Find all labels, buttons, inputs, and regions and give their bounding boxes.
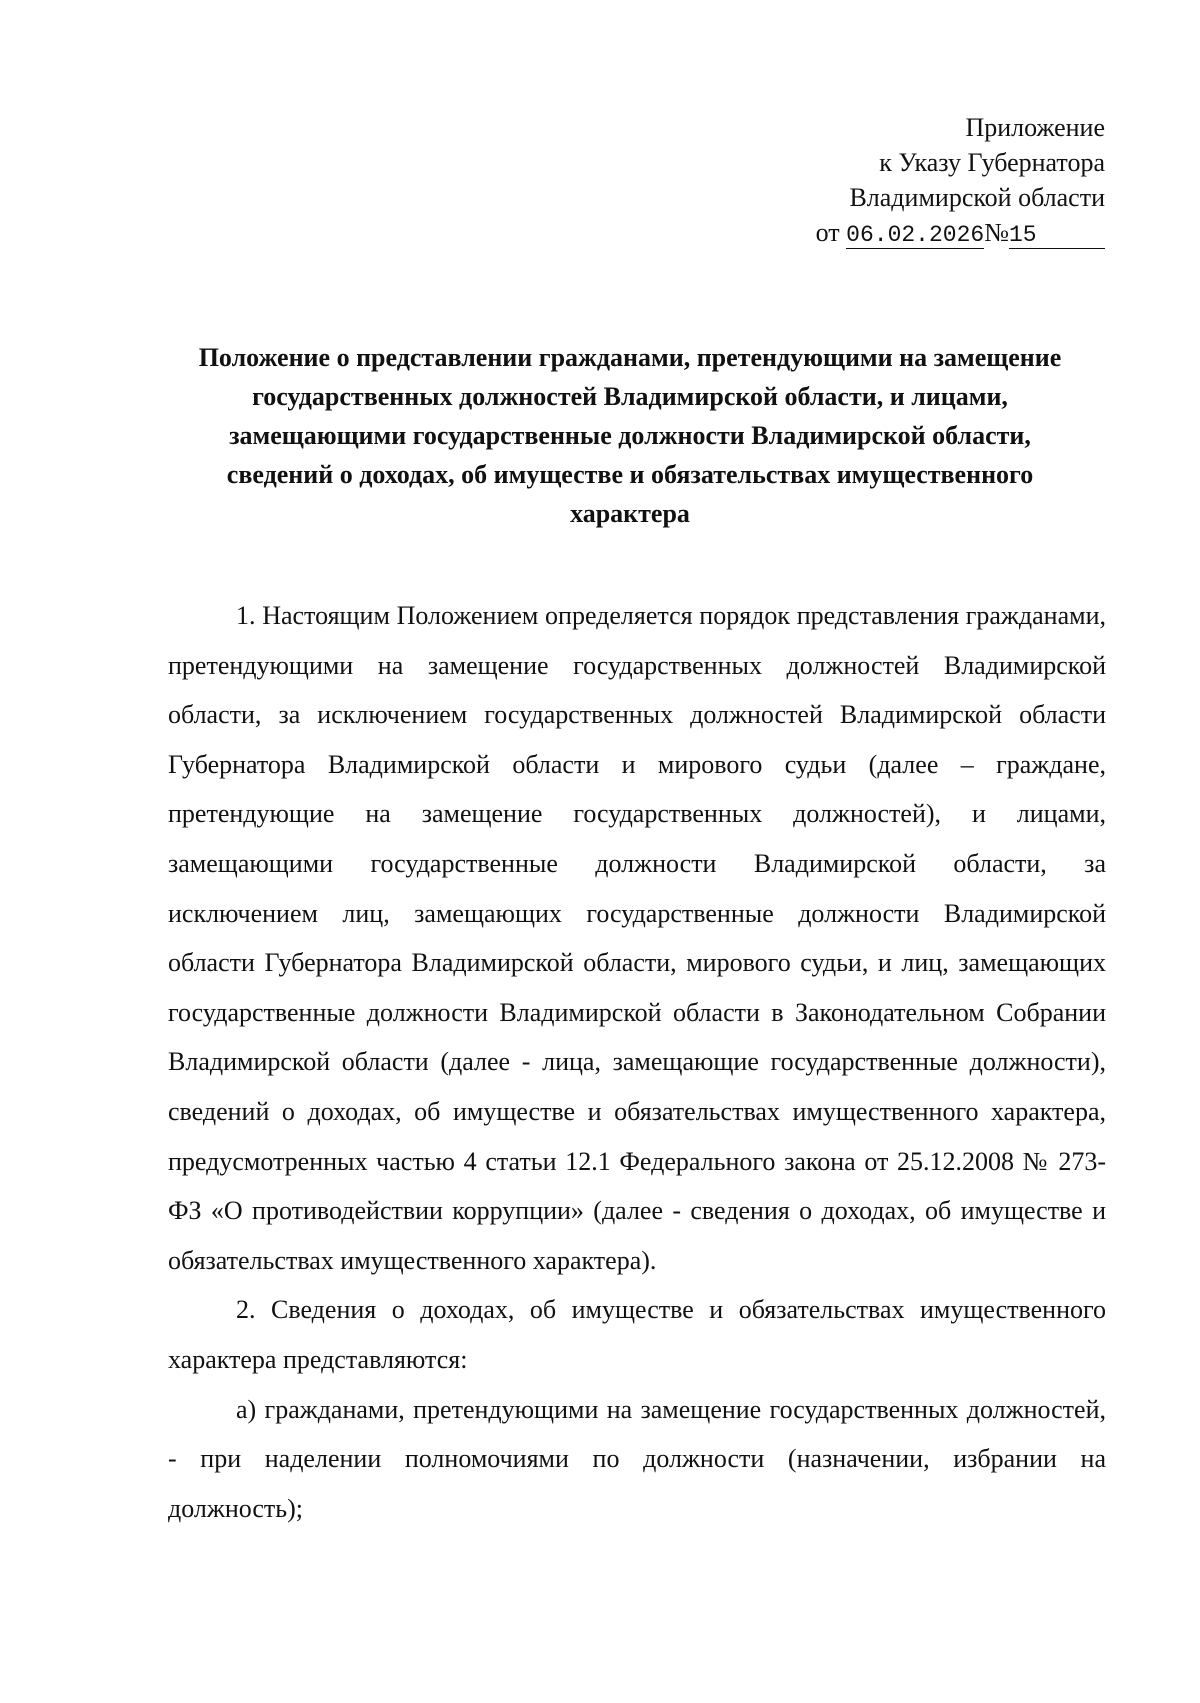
from-prefix: от [815,218,840,247]
title-line: замещающими государственные должности Владимирской области, [229,421,1031,450]
title-line: Положение о представлении гражданами, претендующими на замещение [198,343,1062,372]
number-sign: № [984,218,1009,247]
paragraph-2a: а) гражданами, претендующими на замещение государственных должностей, - при наделении полномочиями по должности (назначении, избрании на должность); [168,1394,1106,1523]
paragraph-1: 1. Настоящим Положением определяется порядок представления гражданами, претендующими на замещение государственных должностей Владимирской области, за исключением государственных должностей Владимирской области Губернатора Владимирской области и мирового судьи (далее – граждане, претендующие на замещение государственных должностей), и лицами, замещающими государственные должности Владимирской области, за исключением лиц, замещающих государственные должности Владимирской области Губернатора Владимирской области, мирового судьи, и лиц, замещающих государственные должности Владимирской области в Законодательном Собрании Владимирской области (далее - лица, замещающие государственные должности), сведений о доходах, об имуществе и обязательствах имущественного характера, предусмотренных частью 4 статьи 12.1 Федерального закона от 25.12.2008 № 273-ФЗ «О противодействии коррупции» (далее - сведения о доходах, об имуществе и обязательствах имущественного характера). [168,601,1106,1275]
appendix-header [816,110,1105,250]
paragraph-2: 2. Сведения о доходах, об имуществе и обязательствах имущественного характера представляются: [168,1295,1106,1374]
title-line: сведений о доходах, об имуществе и обязательствах имущественного [226,460,1034,489]
title-line: государственных должностей Владимирской области, и лицами, [252,382,1008,411]
decree-number: 15 [1009,222,1105,249]
document-title [150,338,1110,533]
title-line: характера [570,499,690,528]
appendix-label: Приложение [965,113,1105,142]
appendix-decree-ref: к Указу Губернатора [879,148,1105,177]
appendix-region: Владимирской области [849,183,1105,212]
document-body [168,591,1106,1533]
appendix-date-line [816,215,1105,250]
decree-date: 06.02.2026 [846,222,985,248]
